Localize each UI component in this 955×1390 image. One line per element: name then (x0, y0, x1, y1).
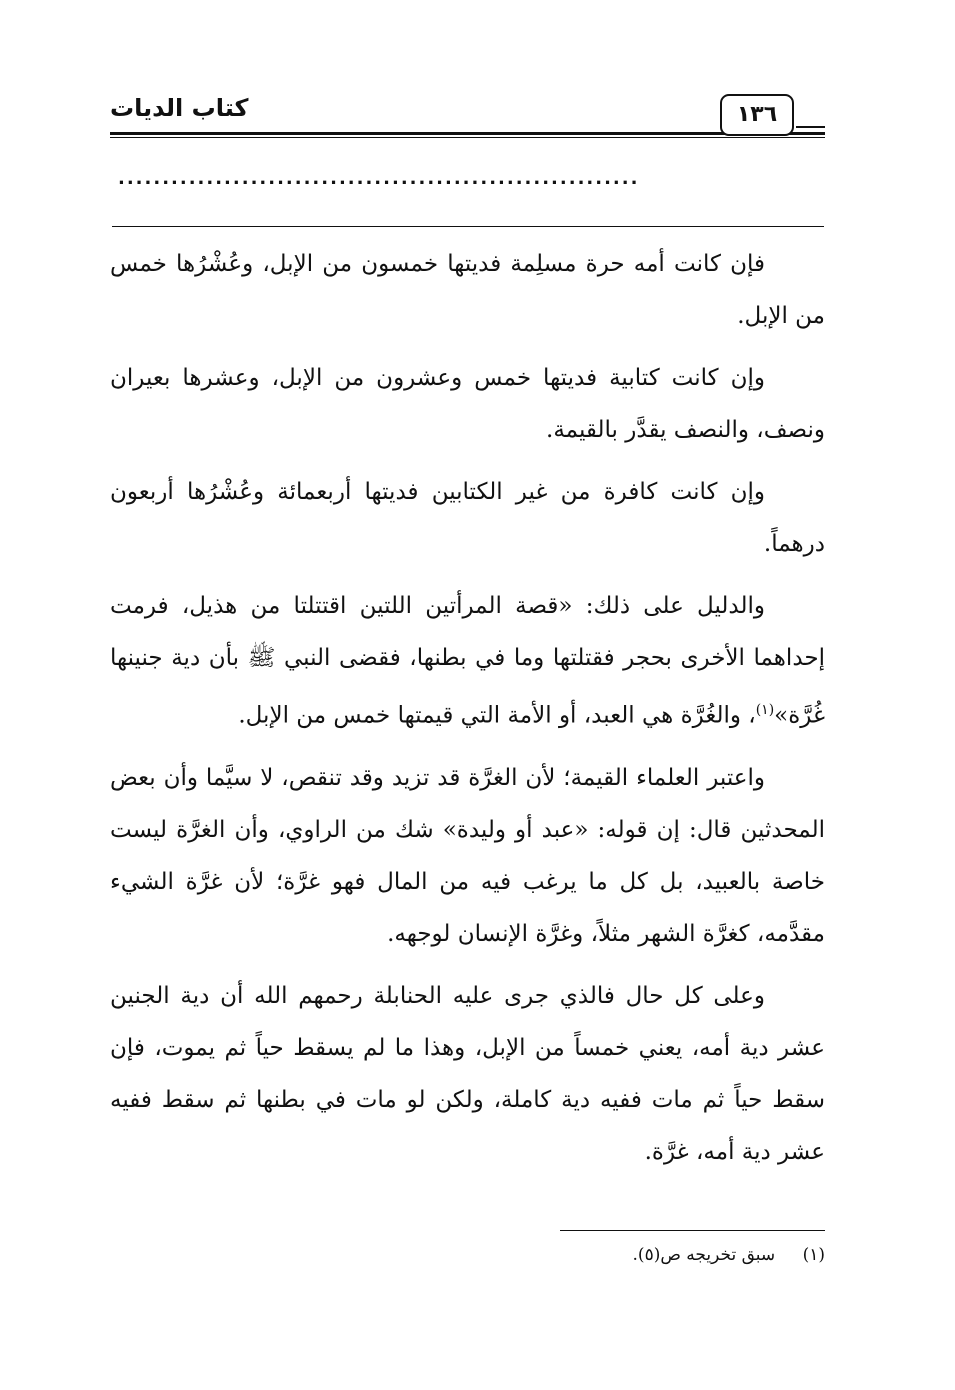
paragraph-2: وإن كانت كتابية فديتها خمس وعشرون من الإبل، وعشرها بعيران ونصف، والنصف يقدَّر بالقيمة. (110, 365, 825, 443)
paragraph-6: وعلى كل حال فالذي جرى عليه الحنابلة رحمهم الله أن دية الجنين عشر دية أمه، يعني خمساً من الإبل، وهذا ما لم يسقط حياً ثم يموت، فإن سقط حياً ثم مات ففيه دية كاملة، ولكن لو مات في بطنها ثم سقط ففيه عشر دية أمه، غرَّة. (110, 982, 825, 1165)
page-number: ١٣٦ (720, 94, 794, 136)
paragraph-4 (110, 580, 825, 742)
page-header (110, 88, 825, 148)
paragraph-3: وإن كانت كافرة من غير الكتابين فديتها أربعمائة وعُشْرُها أربعون درهماً. (110, 479, 825, 557)
footnote-text: سبق تخريجه ص(٥). (632, 1245, 776, 1265)
paragraph-4-text: والدليل على ذلك: «قصة المرأتين اللتين اقتتلتا من هذيل، فرمت إحداهما الأخرى بحجر فقتلتها وما في بطنها، فقضى النبي ﷺ بأن دية جنينها غُرَّة» (110, 593, 825, 729)
paragraph-4-text-cont: ، والغُرَّة هي العبد، أو الأمة التي قيمتها خمس من الإبل. (238, 702, 756, 729)
main-text (110, 238, 825, 1188)
footnote-reference[interactable]: (١) (755, 702, 775, 718)
book-title: كتاب الديات (110, 94, 249, 122)
footnote-rule (560, 1230, 825, 1231)
header-rule (110, 132, 825, 138)
header-dash (796, 126, 825, 128)
ellipsis-separator: ........................................................... (118, 168, 640, 189)
paragraph-1: فإن كانت أمه حرة مسلِمة فديتها خمسون من الإبل، وعُشْرُها خمس من الإبل. (110, 251, 825, 329)
footnote (300, 1240, 825, 1270)
paragraph-5: واعتبر العلماء القيمة؛ لأن الغرَّة قد تزيد وقد تنقص، لا سيَّما وأن بعض المحدثين قال: إن قوله: «عبد أو وليدة» شك من الراوي، وأن الغرَّة ليست خاصة بالعبيد، بل كل ما يرغب فيه من المال فهو غرَّة؛ لأن غرَّة الشيء مقدَّمه، كغرَّة الشهر مثلاً، وغرَّة الإنسان لوجهه. (110, 764, 825, 947)
section-rule (112, 226, 824, 227)
footnote-mark: (١) (802, 1245, 825, 1265)
